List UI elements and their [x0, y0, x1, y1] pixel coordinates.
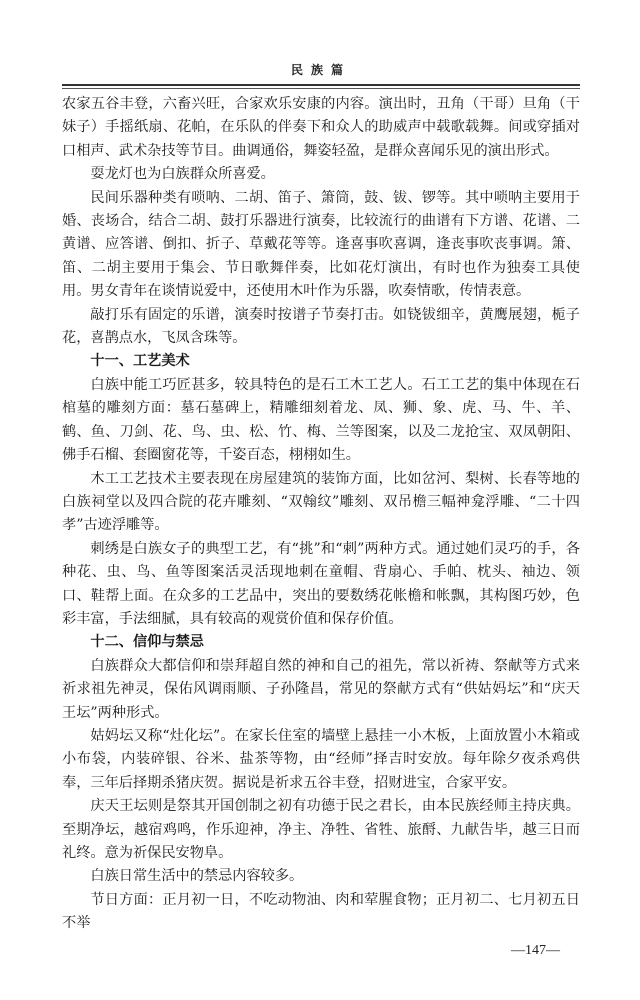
paragraph: 敲打乐有固定的乐谱，演奏时按谱子节奏打击。如铙钹细辛，黄鹰展翅，栀子花，喜鹊点水，飞凤含珠等。 — [62, 306, 580, 347]
page-number: —147— — [511, 942, 560, 958]
paragraph: 白族日常生活中的禁忌内容较多。 — [90, 868, 304, 885]
paragraph: 刺绣是白族女子的典型工艺，有“挑”和“刺”两种方式。通过她们灵巧的手，各种花、虫、鸟、鱼等图案活灵活现地刺在童帽、背扇心、手帕、枕头、袖边、领口、鞋帮上面。在众多的工艺品中，突出的要数绣花帐檐和帐飘，其构图巧妙，色彩丰富，手法细腻，具有较高的观赏价值和保存价值。 — [62, 540, 580, 627]
page-footer — [62, 942, 580, 960]
body-text — [62, 93, 580, 936]
header-rule-thin — [62, 88, 580, 89]
section-heading-beliefs: 十二、信仰与禁忌 — [90, 634, 204, 651]
paragraph: 木工工艺技术主要表现在房屋建筑的装饰方面，比如岔河、梨树、长春等地的白族祠堂以及四合院的花卉雕刻、“双翰纹”雕刻、双吊檐三幅神龛浮雕、“二十四孝”古迹浮雕等。 — [62, 470, 580, 534]
paragraph: 白族中能工巧匠甚多，较具特色的是石工木工艺人。石工工艺的集中体现在石棺墓的雕刻方面：墓石墓碑上，精雕细刻着龙、凤、狮、象、虎、马、牛、羊、鹤、鱼、刀剑、花、鸟、虫、松、竹、梅、兰等图案，以及二龙抢宝、双凤朝阳、佛手石榴、套圈窗花等，千姿百态，栩栩如生。 — [62, 376, 580, 464]
paragraph: 耍龙灯也为白族群众所喜爱。 — [90, 166, 275, 183]
running-head: 民族篇 — [290, 63, 351, 77]
paragraph: 姑妈坛又称“灶化坛”。在家长住室的墙壁上悬挂一小木板，上面放置小木箱或小布袋，内装碎银、谷米、盐茶等物，由“经师”择吉时安放。每年除夕夜杀鸡供奉，三年后择期杀猪庆贺。据说是祈求五谷丰登，招财进宝，合家平安。 — [62, 727, 580, 791]
header-rule — [62, 84, 580, 86]
section-heading-crafts: 十一、工艺美术 — [90, 353, 190, 370]
paragraph: 民间乐器种类有唢呐、二胡、笛子、箫筒，鼓、钹、锣等。其中唢呐主要用于婚、丧场合，结合二胡、鼓打乐器进行演奏，比较流行的曲谱有下方谱、花谱、二黄谱、应答谱、倒扣、折子、草戴花等等。逢喜事吹喜调，逢丧事吹丧事调。箫、笛、二胡主要用于集会、节日歌舞伴奏，比如花灯演出，有时也作为独奏工具使用。男女青年在谈情说爱中，还使用木叶作为乐器，吹奏情歌，传情表意。 — [62, 189, 580, 300]
paragraph: 白族群众大都信仰和崇拜超自然的神和自己的祖先，常以祈祷、祭献等方式来祈求祖先神灵，保佑风调雨顺、子孙隆昌，常见的祭献方式有“供姑妈坛”和“庆天王坛”两种形式。 — [62, 657, 580, 721]
paragraph: 节日方面：正月初一日，不吃动物油、肉和荤腥食物；正月初二、七月初五日不举 — [62, 891, 580, 932]
paragraph-continuation: 农家五谷丰登，六畜兴旺，合家欢乐安康的内容。演出时，丑角（干哥）旦角（干妹子）手摇纸扇、花帕，在乐队的伴奏下和众人的助威声中载歌载舞。间或穿插对口相声、武术杂技等节目。曲调通俗，舞姿轻盈，是群众喜闻乐见的演出形式。 — [62, 96, 580, 159]
paragraph: 庆天王坛则是祭其开国创制之初有功德于民之君长，由本民族经师主持庆典。至期净坛，越宿鸡鸣，作乐迎神，净主、净牲、省牲、旅酹、九献告毕，越三日而礼终。意为祈保民安物阜。 — [62, 798, 580, 861]
